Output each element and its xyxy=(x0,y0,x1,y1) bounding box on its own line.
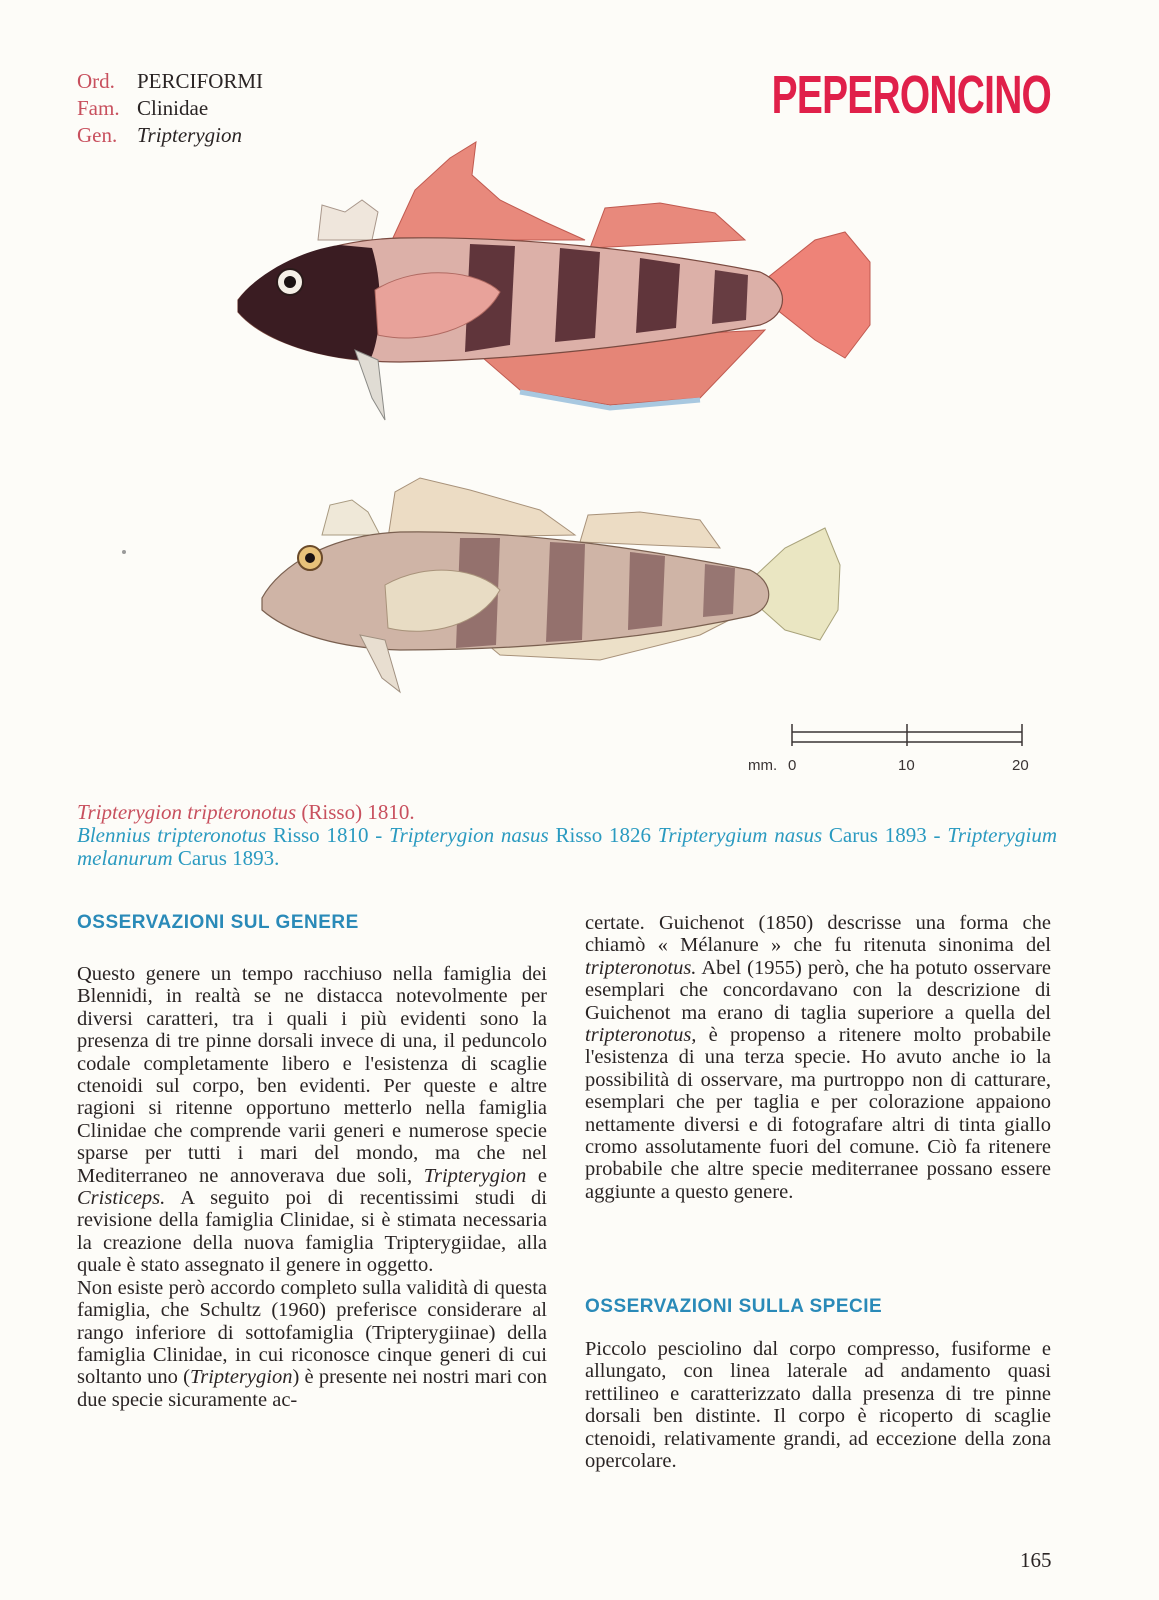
fish-male-dorsal-fins xyxy=(318,142,745,248)
taxonomy-order xyxy=(77,68,263,95)
text-run: e xyxy=(526,1164,547,1187)
paragraph-genere-3 xyxy=(585,912,1051,1203)
synonym-3-author: Carus 1893 - xyxy=(828,823,941,847)
scale-unit: mm. xyxy=(748,757,778,774)
taxonomy-family xyxy=(77,95,263,122)
text-run: Abel (1955) però, che ha potuto osservare esemplari che concordavano con la descrizione di Guichenot ma erano di taglia superiore a quella del xyxy=(585,956,1051,1024)
synonym-1-author: Risso 1810 - xyxy=(272,823,383,847)
scale-tick-20: 20 xyxy=(1012,757,1029,774)
text-run: Questo genere un tempo racchiuso nella famiglia dei Blennidi, in realtà se ne distacca notevolmente per diversi caratteri, tra i quali i più evidenti sono la presenza di tre pinne dorsali invece di una, il peduncolo codale completamente libero e l'esistenza di scaglie ctenoidi sul corpo, ben evidenti. Per queste e altre ragioni si ritenne opportuno metterlo nella famiglia Clinidae che comprende varii generi e numerose specie sparse per tutti i mari del mondo, ma che nel Mediterraneo ne annoverava due soli, xyxy=(77,963,547,1187)
page-number: 165 xyxy=(1020,1548,1052,1572)
paragraph-genere-1 xyxy=(77,963,547,1277)
genus-name-italic: Tripterygion xyxy=(423,1164,527,1187)
fish-illustration-male xyxy=(0,130,1159,430)
left-column xyxy=(77,963,547,1411)
species-name-italic: tripteronotus. xyxy=(585,956,697,979)
scale-tick-10: 10 xyxy=(898,757,915,774)
synonyms-line xyxy=(77,824,1057,870)
order-value: PERCIFORMI xyxy=(137,69,264,93)
synonym-4-author: Carus 1893. xyxy=(177,846,280,870)
species-name-italic: tripteronotus, xyxy=(585,1024,697,1047)
synonym-3: Tripterygium nasus xyxy=(657,823,823,847)
order-label: Ord. xyxy=(77,69,115,93)
right-column-continuation xyxy=(585,912,1051,1203)
synonym-2-author: Risso 1826 xyxy=(555,823,651,847)
page-title: PEPERONCINO xyxy=(771,65,1051,125)
text-run: Non esiste però accordo completo sulla validità di questa famiglia, che Schultz (1960) preferisce considerare al rango inferiore di sottofamiglia (Tripterygiinae) della famiglia Clinidae, in cui riconosce cinque generi di cui soltanto uno ( xyxy=(77,1276,547,1389)
species-name: Tripterygion tripteronotus xyxy=(77,800,297,824)
synonym-4: Tripterygium melanurum xyxy=(77,823,1057,870)
synonym-1: Blennius tripteronotus xyxy=(77,823,267,847)
family-value: Clinidae xyxy=(137,96,209,120)
species-name-line xyxy=(77,801,1057,824)
paragraph-specie-1: Piccolo pesciolino dal corpo compresso, fusiforme e allungato, con linea laterale ad andamento quasi rettilineo e caratterizzato dalla presenza di tre pinne dorsali ben distinte. Il corpo è ricoperto di scaglie ctenoidi, relativamente grandi, ad eccezione della zona opercolare. xyxy=(585,1338,1051,1473)
text-run: ) è presente nei nostri mari con due specie sicuramente ac- xyxy=(77,1366,547,1411)
paragraph-genere-2 xyxy=(77,1277,547,1411)
section-heading-specie: OSSERVAZIONI SULLA SPECIE xyxy=(585,1296,883,1317)
fish-illustration-female xyxy=(0,460,1159,710)
synonym-2: Tripterygion nasus xyxy=(389,823,549,847)
species-author: (Risso) 1810. xyxy=(301,800,415,824)
scale-tick-0: 0 xyxy=(788,757,797,774)
text-run: A seguito poi di recentissimi studi di revisione della famiglia Clinidae, si è stimata necessaria la creazione della nuova famiglia Tripterygiidae, alla quale è stato assegnato il genere in oggetto. xyxy=(77,1187,547,1277)
text-run: è propenso a ritenere molto probabile l'esistenza di una terza specie. Ho avuto anche io la possibilità di osservare, ma purtroppo non di catturare, esemplari che per taglia e per colorazione appaiono nettamente diversi e di fotografare altri di tinta giallo cromo assolutamente fuori del comune. Ciò fa ritenere probabile che altre specie mediterranee possano essere aggiunte a questo genere. xyxy=(585,1024,1051,1203)
scale-bar xyxy=(748,724,1060,780)
print-speck xyxy=(122,550,126,554)
genus-value: Tripterygion xyxy=(137,123,243,147)
right-column-specie xyxy=(585,1338,1051,1472)
text-run: certate. Guichenot (1850) descrisse una forma che chiamò « Mélanure » che fu ritenuta sinonima del xyxy=(585,912,1051,957)
nomenclature xyxy=(77,801,1057,870)
section-heading-genere: OSSERVAZIONI SUL GENERE xyxy=(77,912,359,933)
scale-bar-line xyxy=(760,724,1060,754)
genus-name-italic: Cristiceps. xyxy=(77,1187,166,1210)
genus-label: Gen. xyxy=(77,123,118,147)
family-label: Fam. xyxy=(77,96,120,120)
genus-name-italic: Tripterygion xyxy=(189,1366,293,1389)
